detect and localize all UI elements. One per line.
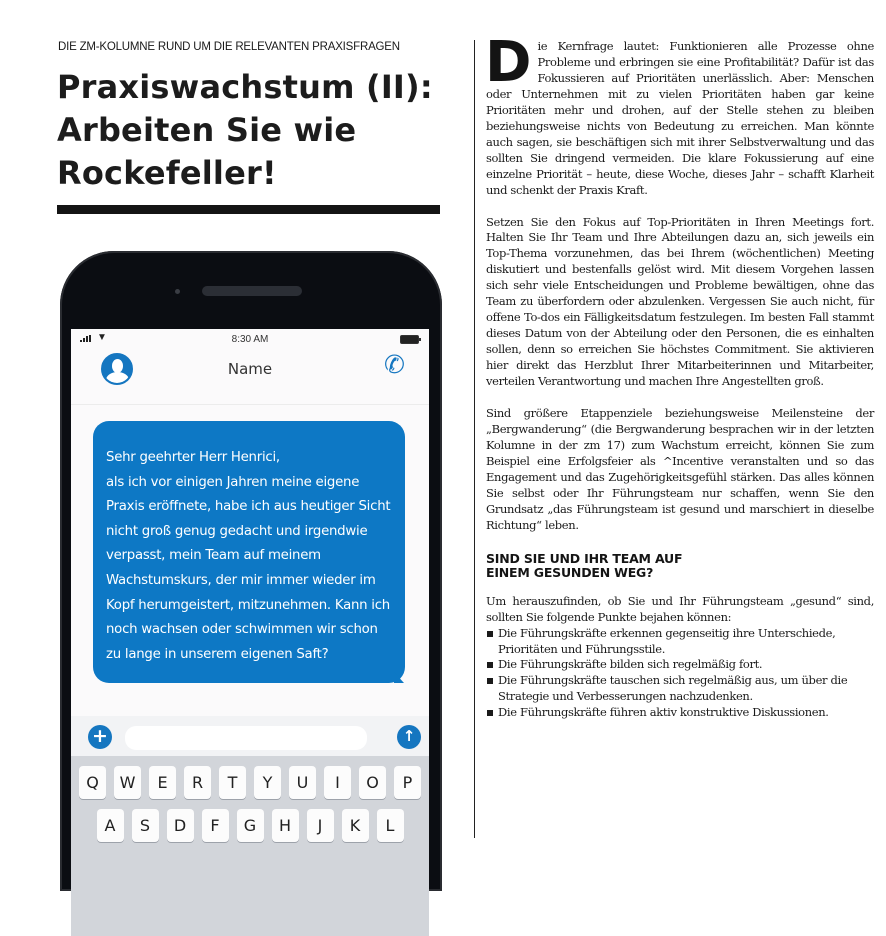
key[interactable]: P [394, 766, 421, 799]
key[interactable]: R [184, 766, 211, 799]
key[interactable]: Y [254, 766, 281, 799]
list-item: Die Führungskräfte erkennen gegenseitig ihre Unterschiede, Prioritäten und Führungsstile. [486, 626, 874, 658]
key[interactable]: I [324, 766, 351, 799]
arrow-up-circle-icon[interactable]: ↑ [397, 725, 421, 749]
keyboard-row-1 [71, 766, 429, 799]
contact-name: Name [227, 360, 273, 378]
title-line: Praxiswachstum (II): [57, 68, 433, 106]
key[interactable]: T [219, 766, 246, 799]
column-divider [474, 40, 475, 838]
paragraph [485, 30, 874, 199]
title-line: Rockefeller! [57, 154, 277, 192]
key[interactable]: E [149, 766, 176, 799]
checklist [486, 626, 874, 722]
bubble-tail [394, 672, 404, 683]
paragraph: Setzen Sie den Fokus auf Top-Prioritäten in Ihren Meetings fort. Halten Sie Ihr Team und Ihre Abteilungen dazu an, sich jeweils ein Top-Thema vorzunehmen, das bei Ihrem (wöchentlichen) Meeting diskutiert und bestenfalls gelöst wird. Mit diesem Vorgehen lassen sich sehr viele Entscheidungen und Probleme bewältigen, ohne das Team zu überfordern oder abzulenken. Vergessen Sie auch nicht, für offene To-dos ein Fälligkeitsdatum festzulegen. Im besten Fall stammt dieses Datum von der Abteilung oder den Personen, die es einhalten sollen, denn so erreichen Sie höchstes Commitment. Sie aktivieren hier direkt das Herzblut Ihrer Mitarbeiterinnen und Mitarbeiter, verteilen Verantwortung und machen Ihre Angestellten groß. [486, 214, 874, 389]
status-time: 8:30 AM [231, 334, 269, 345]
status-bar [71, 329, 429, 349]
key[interactable]: O [359, 766, 386, 799]
list-item: Die Führungskräfte führen aktiv konstruktive Diskussionen. [486, 705, 874, 721]
article-body [485, 30, 874, 721]
key[interactable]: G [237, 809, 264, 842]
key[interactable]: L [377, 809, 404, 842]
battery-icon [400, 335, 419, 344]
list-item: Die Führungskräfte tauschen sich regelmäßig aus, um über die Strategie und Verbesserungen nachzudenken. [486, 673, 874, 705]
phone-illustration [60, 251, 442, 891]
key[interactable]: D [167, 809, 194, 842]
key[interactable]: U [289, 766, 316, 799]
message-greeting: Sehr geehrter Herr Henrici, [106, 450, 280, 465]
list-item: Die Führungskräfte bilden sich regelmäßig fort. [486, 657, 874, 673]
drop-cap: D [485, 30, 532, 95]
speaker-grille [202, 286, 302, 296]
section-heading [486, 552, 874, 580]
key[interactable]: Q [79, 766, 106, 799]
key[interactable]: A [97, 809, 124, 842]
column-kicker: DIE ZM-KOLUMNE RUND UM DIE RELEVANTEN PRAXISFRAGEN [58, 41, 400, 53]
message-bubble [93, 421, 405, 683]
paragraph: Um herauszufinden, ob Sie und Ihr Führungsteam „gesund“ sind, sollten Sie folgende Punkte bejahen können: [486, 593, 874, 624]
message-composer [71, 716, 429, 756]
heading-line: SIND SIE UND IHR TEAM AUF [486, 550, 683, 566]
key[interactable]: H [272, 809, 299, 842]
page-title [57, 66, 457, 195]
key[interactable]: F [202, 809, 229, 842]
paragraph: Sind größere Etappenziele beziehungsweise Meilensteine der „Bergwanderung“ (die Bergwanderung besprachen wir in der letzten Kolumne in der zm 17) zum Wachstum erreicht, können Sie zum Beispiel eine Erfolgsfeier als ^Incentive veranstalten und so das Engagement und das Zugehörigkeitsgefühl stärken. Das alles können Sie selbst oder Ihr Führungsteam nur schaffen, wenn Sie den Grundsatz „das Führungsteam ist gesund und marschiert in dieselbe Richtung“ leben. [486, 406, 874, 532]
keyboard [71, 756, 429, 936]
message-body: als ich vor einigen Jahren meine eigene Praxis eröffnete, habe ich aus heutiger Sicht nicht groß genug gedacht und irgendwie verpasst, mein Team auf meinem Wachstumskurs, der mir immer wieder im Kopf herumgeistert, mitzunehmen. Kann ich noch wachsen oder schwimmen wir schon zu lange in unserem eigenen Saft? [106, 474, 391, 662]
message-input[interactable] [125, 726, 367, 750]
plus-circle-icon[interactable]: + [88, 725, 112, 749]
title-line: Arbeiten Sie wie [57, 111, 357, 149]
phone-screen [71, 329, 429, 929]
phone-call-icon[interactable]: ✆ [384, 352, 405, 379]
key[interactable]: W [114, 766, 141, 799]
paragraph-text: ie Kernfrage lautet: Funktionieren alle Prozesse ohne Probleme und erbringen sie eine Profitabilität? Dafür ist das Fokussieren auf Prioritäten unerlässlich. Aber: Menschen oder Unternehmen mit zu vielen Prioritäten haben gar keine Prioritäten mehr und drohen, auf der Stelle stehen zu bleiben beziehungsweise nichts von Bedeutung zu erreichen. Man könnte auch sagen, sie beschäftigen sich mit ihrer Selbstverwaltung und das sollten Sie dringend vermeiden. Die klare Fokussierung auf eine einzelne Priorität – heute, diese Woche, dieses Jahr – schafft Klarheit und schenkt der Praxis Kraft. [486, 39, 874, 197]
key[interactable]: S [132, 809, 159, 842]
conversation-header [71, 349, 429, 405]
camera-icon [175, 289, 180, 294]
title-rule [57, 205, 440, 214]
heading-line: EINEM GESUNDEN WEG? [486, 564, 654, 580]
key[interactable]: J [307, 809, 334, 842]
wifi-icon: ▼ [97, 332, 107, 343]
keyboard-row-2 [71, 809, 429, 842]
key[interactable]: K [342, 809, 369, 842]
